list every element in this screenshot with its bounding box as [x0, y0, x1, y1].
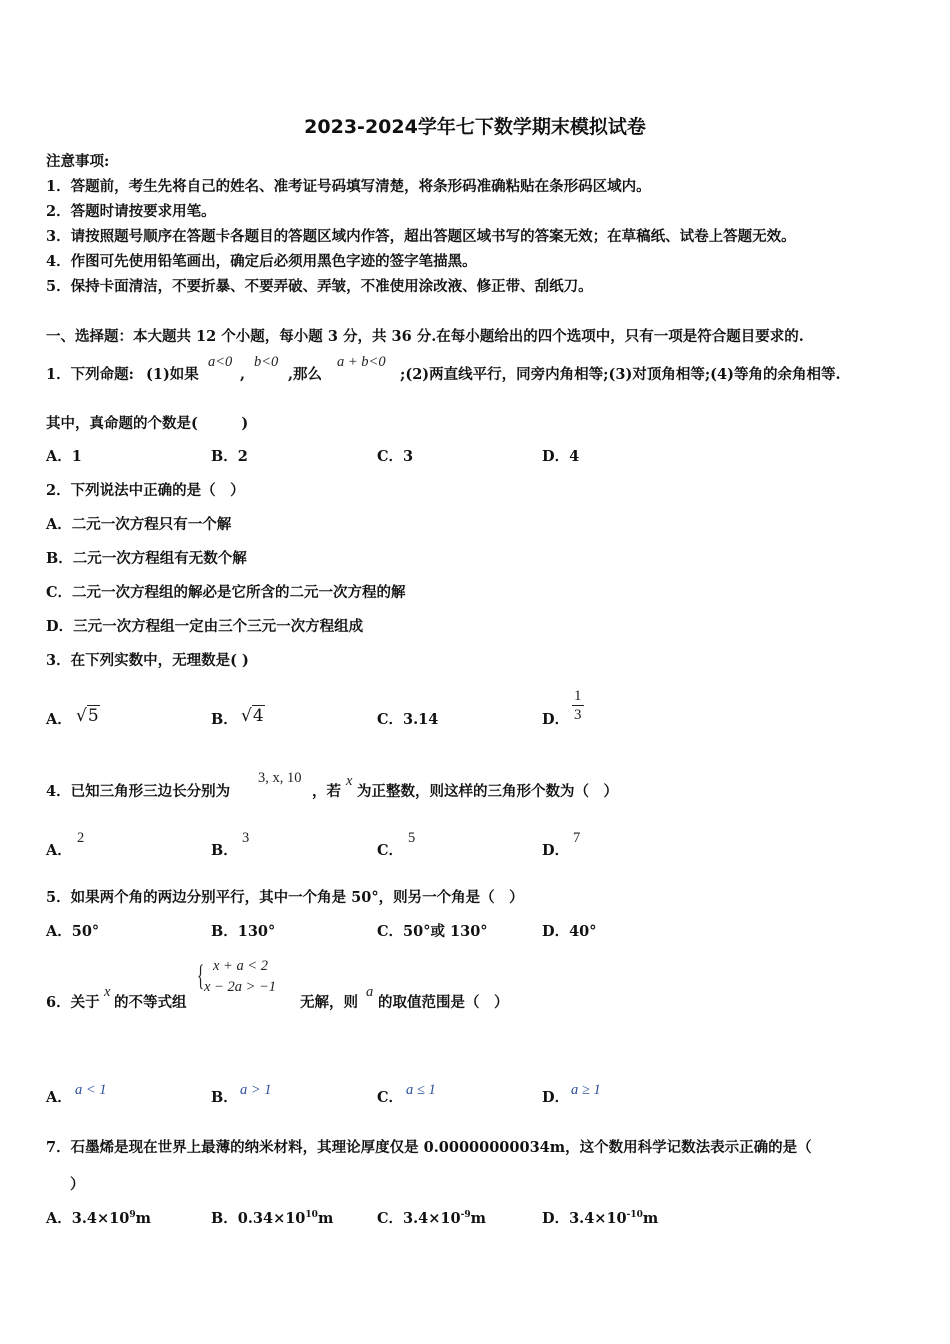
q7-option-a-unit: m — [135, 1210, 151, 1227]
q5-stem: 5．如果两个角的两边分别平行，其中一个角是 50°，则另一个角是（ ） — [46, 889, 524, 906]
q6-option-b-value: a > 1 — [240, 1082, 272, 1098]
q1-text-if: (1)如果 — [146, 366, 199, 383]
q7-option-a-base: A．3.4×10 — [46, 1210, 130, 1227]
q4-text-rest: 为正整数，则这样的三角形个数为（ ） — [357, 783, 618, 800]
q4-option-b-value: 3 — [242, 830, 250, 846]
q1-comma: , — [240, 366, 246, 383]
q4-option-a-label: A． — [46, 842, 72, 859]
q1-option-b: B．2 — [211, 448, 248, 465]
q1-option-a: A．1 — [46, 448, 82, 465]
q6-text-nosol: 无解，则 — [300, 994, 358, 1011]
notice-item-1: 1．答题前，考生先将自己的姓名、准考证号码填写清楚，将条形码准确粘贴在条形码区域内。 — [46, 178, 651, 195]
q6-text-start: 6．关于 — [46, 994, 100, 1011]
q7-option-b — [211, 1210, 333, 1228]
q3-radicand-a: 5 — [87, 706, 99, 726]
q3-stem: 3．在下列实数中，无理数是( ) — [46, 652, 249, 669]
page-title: 2023-2024学年七下数学期末模拟试卷 — [304, 116, 646, 138]
q4-option-b-label: B． — [211, 842, 238, 859]
q2-option-d: D．三元一次方程组一定由三个三元一次方程组成 — [46, 618, 364, 635]
q7-option-a-exp: 9 — [129, 1210, 136, 1221]
q1-math-sum: a + b<0 — [337, 354, 386, 370]
notice-item-5: 5．保持卡面清洁，不要折暴、不要弄破、弄皱，不准使用涂改液、修正带、刮纸刀。 — [46, 278, 593, 295]
q3-option-b-label: B． — [211, 711, 238, 728]
q6-math-a: a — [366, 984, 374, 1000]
q7-option-c-unit: m — [470, 1210, 486, 1227]
q4-text-start: 4．已知三角形三边长分别为 — [46, 783, 231, 800]
notice-heading: 注意事项: — [46, 153, 110, 170]
notice-item-2: 2．答题时请按要求用笔。 — [46, 203, 216, 220]
q3-option-c: C．3.14 — [377, 711, 439, 728]
q5-option-c: C．50°或 130° — [377, 923, 488, 940]
q7-option-d-exp: -10 — [626, 1210, 643, 1221]
q3-option-a-label: A． — [46, 711, 72, 728]
q4-option-a-value: 2 — [77, 830, 85, 846]
q4-text-if: ，若 — [312, 783, 341, 800]
q4-math-sides: 3, x, 10 — [258, 770, 302, 786]
q4-option-d-label: D． — [542, 842, 570, 859]
q1-math-a: a<0 — [208, 354, 233, 370]
q4-math-x: x — [346, 773, 353, 789]
q2-option-a: A．二元一次方程只有一个解 — [46, 516, 232, 533]
q2-stem: 2．下列说法中正确的是（ ） — [46, 482, 245, 499]
q4-option-c-value: 5 — [408, 830, 416, 846]
q7-option-b-unit: m — [317, 1210, 334, 1227]
q2-option-c: C．二元一次方程组的解必是它所含的二元一次方程的解 — [46, 584, 406, 601]
q3-frac-denominator: 3 — [574, 707, 582, 723]
q6-math-x: x — [104, 984, 111, 1000]
q4-option-c-label: C． — [377, 842, 404, 859]
q1-question: 其中，真命题的个数是( ) — [46, 415, 249, 432]
q3-option-b-sqrt: √4 — [241, 706, 264, 726]
q7-option-b-exp: 10 — [305, 1210, 318, 1221]
q6-option-d-label: D． — [542, 1089, 570, 1106]
q7-option-b-base: B．0.34×10 — [211, 1210, 306, 1227]
q2-option-b: B．二元一次方程组有无数个解 — [46, 550, 247, 567]
q3-radicand-b: 4 — [252, 706, 264, 726]
q5-option-b: B．130° — [211, 923, 276, 940]
q3-option-a-sqrt: √5 — [76, 706, 99, 726]
q6-eq2: x − 2a > −1 — [204, 979, 277, 995]
notice-item-4: 4．作图可先使用铅笔画出，确定后必须用黑色字迹的签字笔描黑。 — [46, 253, 477, 270]
q1-text-rest: ;(2)两直线平行，同旁内角相等;(3)对顶角相等;(4)等角的余角相等. — [400, 366, 841, 383]
q7-option-c-base: C．3.4×10 — [377, 1210, 461, 1227]
q1-number: 1．下列命题: — [46, 366, 134, 383]
q6-option-b-label: B． — [211, 1089, 238, 1106]
q6-option-d-value: a ≥ 1 — [571, 1082, 601, 1098]
q6-option-a-value: a < 1 — [75, 1082, 107, 1098]
q3-option-d-fraction — [572, 688, 584, 724]
q6-eq1: x + a < 2 — [213, 958, 269, 974]
q6-option-c-label: C． — [377, 1089, 404, 1106]
q7-option-d-base: D．3.4×10 — [542, 1210, 627, 1227]
q7-stem-line1: 7．石墨烯是现在世界上最薄的纳米材料，其理论厚度仅是 0.00000000034m，这个数用科学记数法表示正确的是（ — [46, 1139, 812, 1156]
q6-text-system: 的不等式组 — [114, 994, 187, 1011]
q7-stem-line2: ） — [70, 1176, 85, 1193]
q5-option-d: D．40° — [542, 923, 597, 940]
q7-option-c-exp: -9 — [460, 1210, 471, 1221]
q1-text-then: ,那么 — [288, 366, 323, 383]
q3-option-d-label: D． — [542, 711, 570, 728]
q6-option-c-value: a ≤ 1 — [406, 1082, 436, 1098]
notice-item-3: 3．请按照题号顺序在答题卡各题目的答题区域内作答，超出答题区域书写的答案无效；在草稿纸、试卷上答题无效。 — [46, 228, 796, 245]
q7-option-a — [46, 1210, 151, 1228]
q7-option-d-unit: m — [642, 1210, 659, 1227]
q1-option-c: C．3 — [377, 448, 414, 465]
q1-option-d: D．4 — [542, 448, 580, 465]
q6-text-rest: 的取值范围是（ ） — [378, 994, 509, 1011]
q5-option-a: A．50° — [46, 923, 100, 940]
q1-math-b: b<0 — [254, 354, 279, 370]
section-heading: 一、选择题：本大题共 12 个小题，每小题 3 分，共 36 分.在每小题给出的四个选项中，只有一项是符合题目要求的. — [46, 328, 804, 345]
q6-brace: { — [197, 959, 205, 992]
q3-frac-numerator: 1 — [574, 688, 582, 704]
q4-option-d-value: 7 — [573, 830, 581, 846]
q7-option-d — [542, 1210, 658, 1228]
q6-option-a-label: A． — [46, 1089, 72, 1106]
q7-option-c — [377, 1210, 486, 1228]
